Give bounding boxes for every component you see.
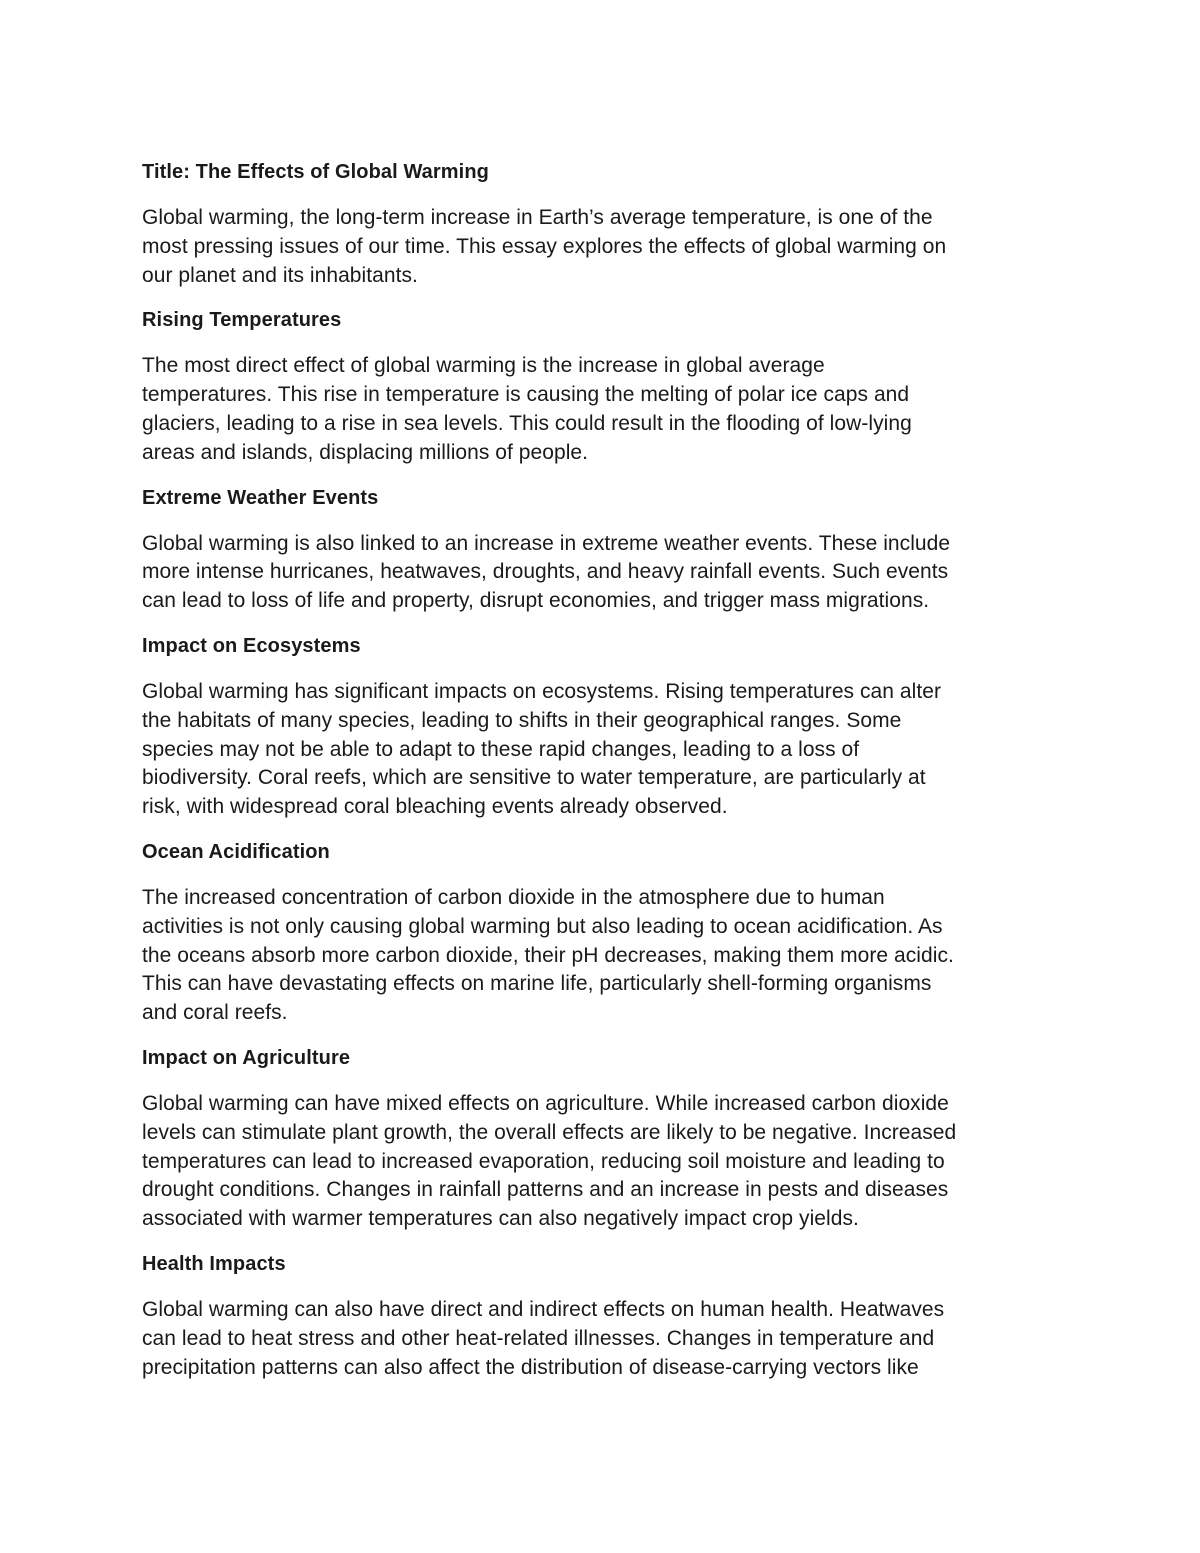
document-page <box>142 158 1072 1398</box>
paragraph-line: can lead to loss of life and property, disrupt economies, and trigger mass migrations. <box>142 589 930 613</box>
paragraph-line: glaciers, leading to a rise in sea levels. This could result in the flooding of low-lying <box>142 411 912 435</box>
section-impact-on-ecosystems <box>142 632 1072 822</box>
paragraph-line: Global warming can also have direct and indirect effects on human health. Heatwaves <box>142 1297 945 1321</box>
intro-paragraph <box>142 204 1072 290</box>
paragraph-line: temperatures. This rise in temperature is causing the melting of polar ice caps and <box>142 383 910 407</box>
section-heading: Extreme Weather Events <box>142 486 379 509</box>
section-heading: Impact on Agriculture <box>142 1046 351 1069</box>
section-paragraph <box>142 884 1072 1028</box>
section-heading: Ocean Acidification <box>142 840 330 863</box>
paragraph-line: and coral reefs. <box>142 1001 288 1025</box>
paragraph-line: activities is not only causing global warming but also leading to ocean acidification. As <box>142 914 943 938</box>
section-paragraph <box>142 352 1072 467</box>
paragraph-line: The increased concentration of carbon dioxide in the atmosphere due to human <box>142 885 885 909</box>
section-paragraph <box>142 530 1072 616</box>
section-heading: Rising Temperatures <box>142 309 342 332</box>
section-paragraph <box>142 678 1072 822</box>
section-heading: Impact on Ecosystems <box>142 634 361 657</box>
paragraph-line: Global warming can have mixed effects on agriculture. While increased carbon dioxide <box>142 1091 949 1115</box>
paragraph-line: most pressing issues of our time. This essay explores the effects of global warming on <box>142 234 947 258</box>
section-extreme-weather-events <box>142 484 1072 616</box>
paragraph-line: the habitats of many species, leading to shifts in their geographical ranges. Some <box>142 708 902 732</box>
paragraph-line: species may not be able to adapt to these rapid changes, leading to a loss of <box>142 737 860 761</box>
paragraph-line: Global warming has significant impacts on ecosystems. Rising temperatures can alter <box>142 679 941 703</box>
paragraph-line: more intense hurricanes, heatwaves, droughts, and heavy rainfall events. Such events <box>142 560 949 584</box>
paragraph-line: the oceans absorb more carbon dioxide, their pH decreases, making them more acidic. <box>142 943 954 967</box>
section-rising-temperatures <box>142 306 1072 467</box>
paragraph-line: Global warming is also linked to an increase in extreme weather events. These include <box>142 531 951 555</box>
paragraph-line: levels can stimulate plant growth, the overall effects are likely to be negative. Increased <box>142 1120 957 1144</box>
section-paragraph <box>142 1090 1072 1234</box>
paragraph-line: Global warming, the long-term increase in Earth’s average temperature, is one of the <box>142 206 933 229</box>
paragraph-line: This can have devastating effects on marine life, particularly shell-forming organisms <box>142 972 932 996</box>
paragraph-line: biodiversity. Coral reefs, which are sensitive to water temperature, are particularly at <box>142 766 926 790</box>
section-impact-on-agriculture <box>142 1044 1072 1234</box>
paragraph-line: our planet and its inhabitants. <box>142 263 418 287</box>
document-title: Title: The Effects of Global Warming <box>142 161 489 183</box>
paragraph-line: associated with warmer temperatures can also negatively impact crop yields. <box>142 1207 859 1231</box>
paragraph-line: areas and islands, displacing millions of people. <box>142 440 589 464</box>
paragraph-line: The most direct effect of global warming is the increase in global average <box>142 354 825 378</box>
paragraph-line: temperatures can lead to increased evaporation, reducing soil moisture and leading to <box>142 1149 945 1173</box>
paragraph-line: precipitation patterns can also affect the distribution of disease-carrying vectors like <box>142 1355 919 1379</box>
paragraph-line: drought conditions. Changes in rainfall patterns and an increase in pests and diseases <box>142 1178 949 1202</box>
section-paragraph <box>142 1296 1072 1382</box>
section-heading: Health Impacts <box>142 1252 286 1275</box>
paragraph-line: risk, with widespread coral bleaching events already observed. <box>142 795 728 819</box>
paragraph-line: can lead to heat stress and other heat-related illnesses. Changes in temperature and <box>142 1326 935 1350</box>
section-ocean-acidification <box>142 838 1072 1028</box>
section-health-impacts <box>142 1250 1072 1382</box>
